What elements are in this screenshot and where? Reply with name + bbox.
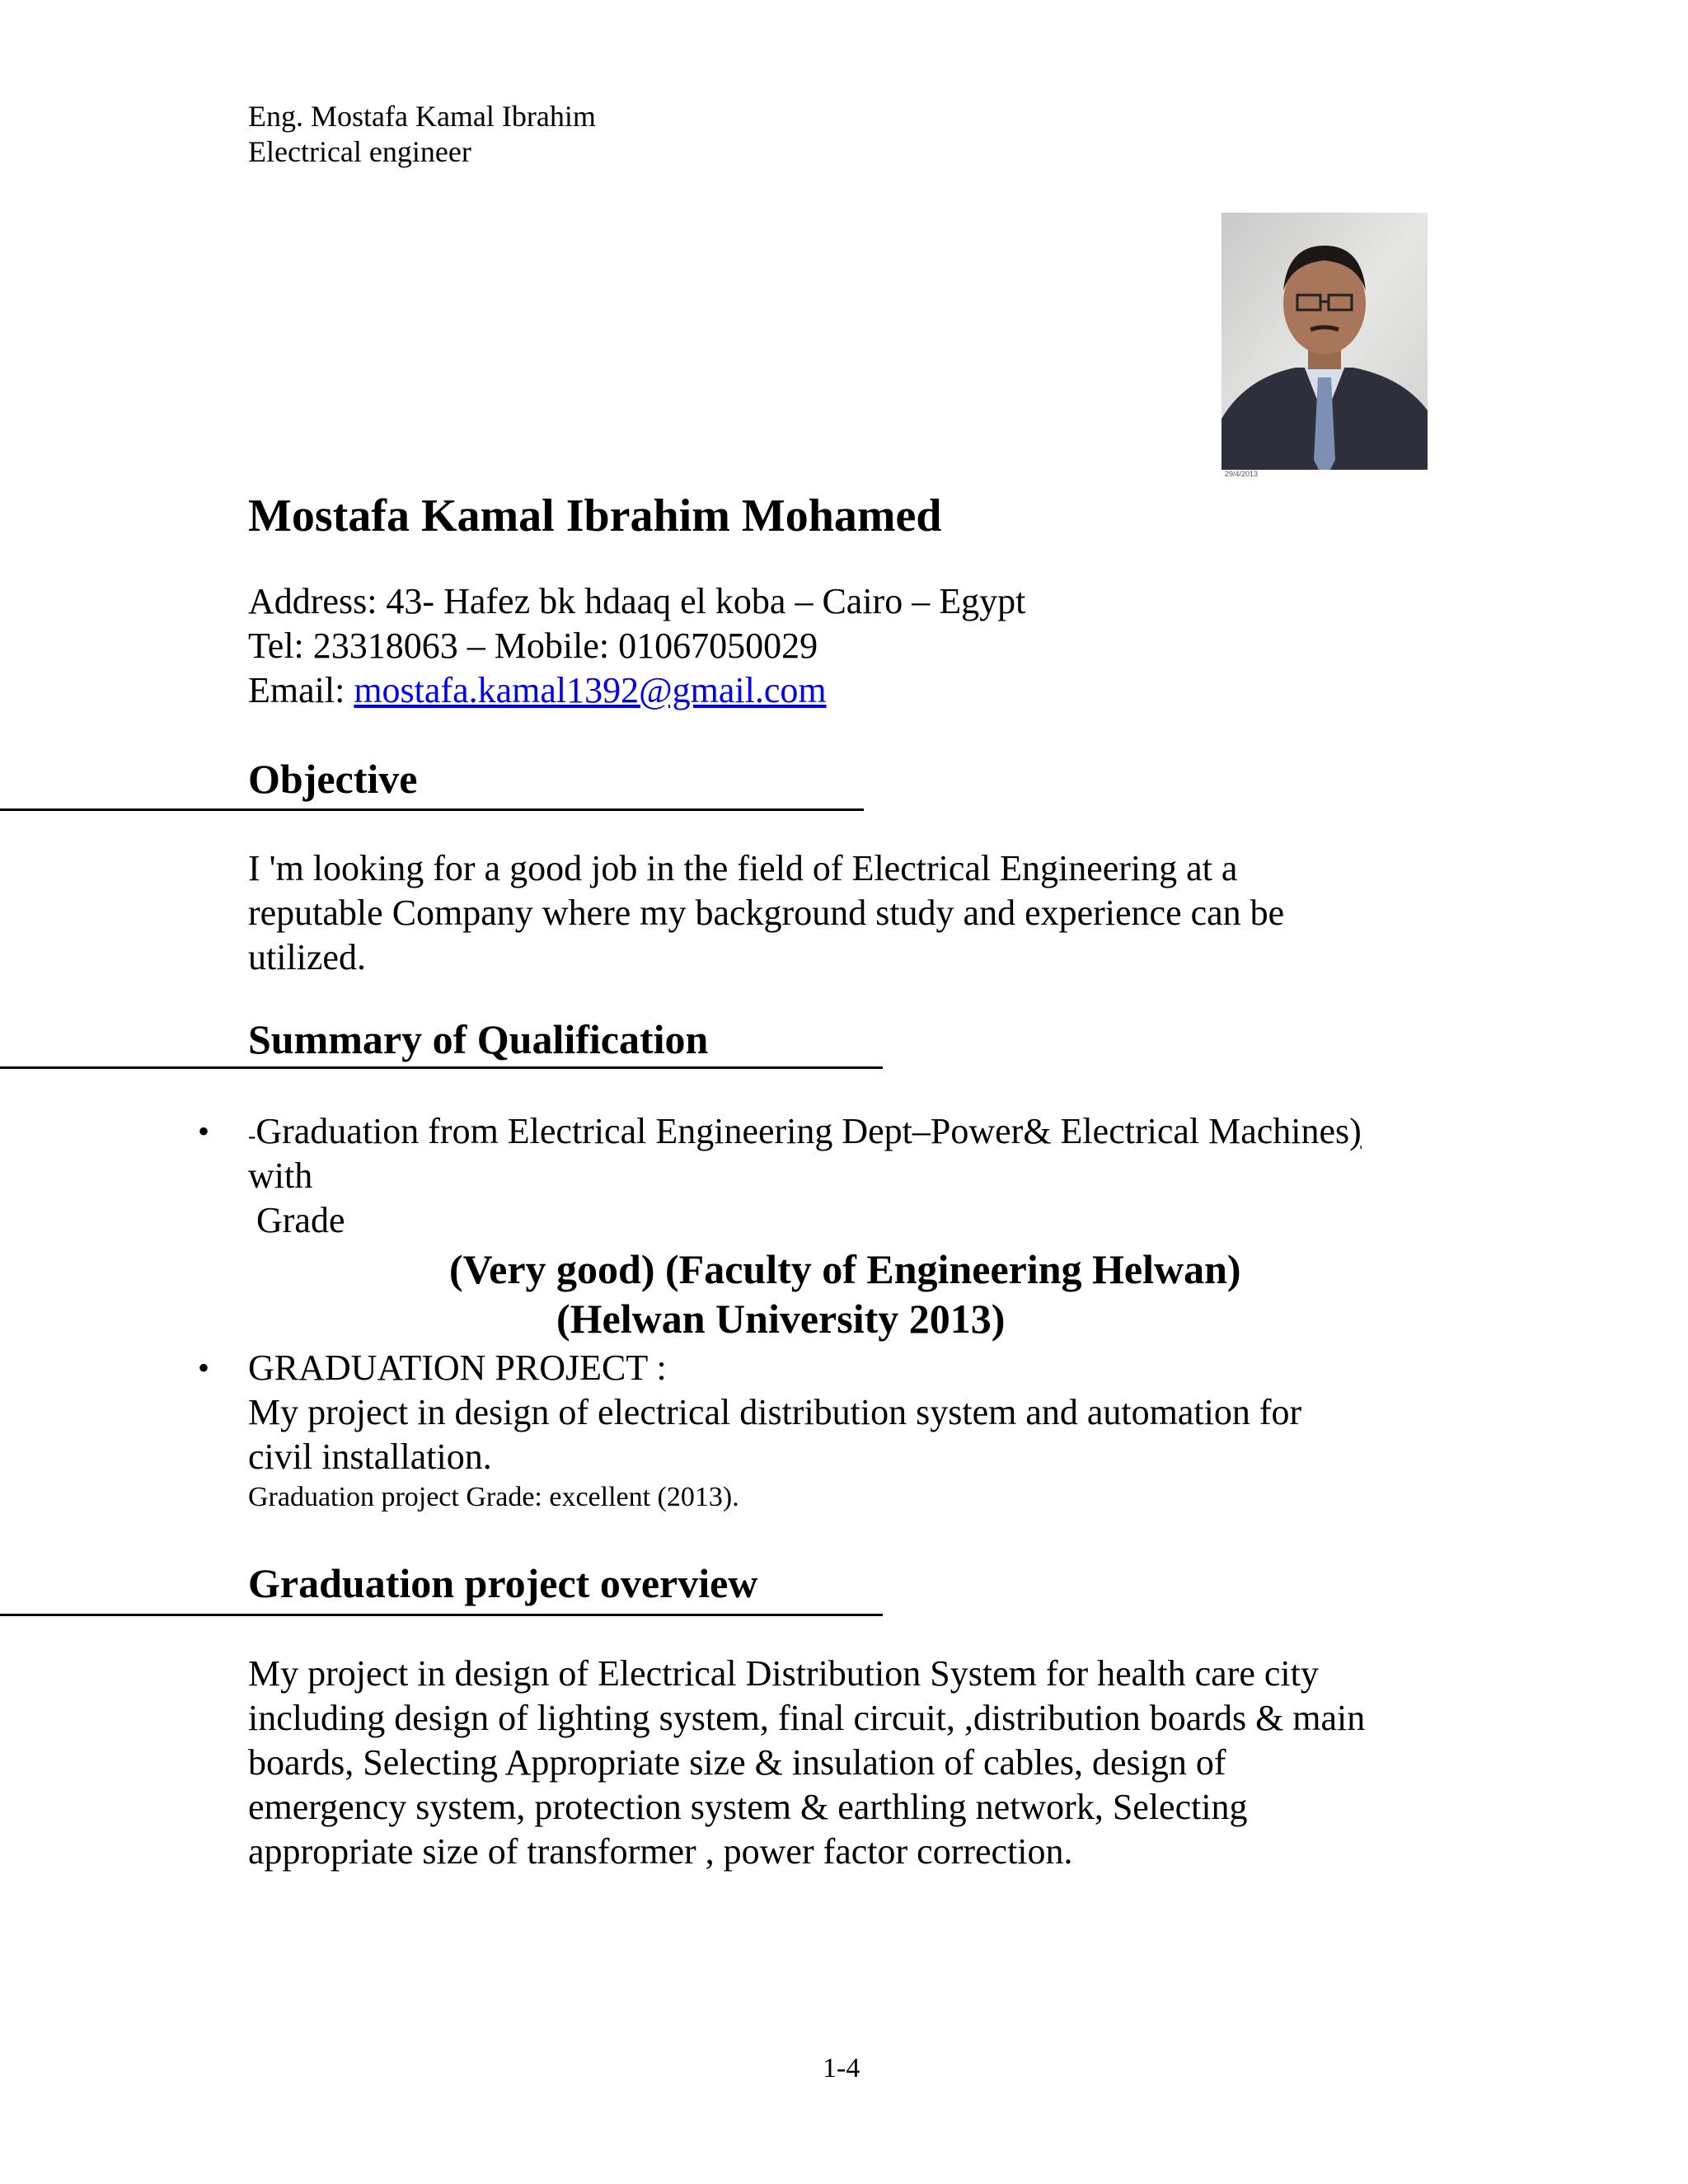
overview-line-4: emergency system, protection system & earthling network, Selecting <box>248 1787 1248 1827</box>
phone-line: Tel: 23318063 – Mobile: 01067050029 <box>248 626 818 666</box>
objective-heading: Objective <box>248 756 418 802</box>
qualification-graduation-text: Graduation from Electrical Engineering Dept–Power& Electrical Machines <box>256 1111 1350 1151</box>
qualification-grade-label: Grade <box>256 1200 345 1240</box>
header-name: Eng. Mostafa Kamal Ibrahim <box>248 100 596 133</box>
objective-line-3: utilized. <box>248 937 366 977</box>
candidate-name: Mostafa Kamal Ibrahim Mohamed <box>248 490 942 541</box>
overview-divider <box>0 1614 883 1616</box>
email-line <box>248 668 827 713</box>
overview-line-1: My project in design of Electrical Distribution System for health care city <box>248 1653 1319 1694</box>
objective-divider <box>0 808 864 811</box>
profile-photo <box>1221 213 1428 481</box>
profile-photo-image <box>1221 213 1428 481</box>
qualification-university: (Helwan University 2013) <box>556 1296 1006 1342</box>
qualification-dash: - <box>248 1123 256 1149</box>
qualification-with: with <box>248 1155 313 1196</box>
page-number: 1-4 <box>823 2053 860 2083</box>
address-line: Address: 43- Hafez bk hdaaq el koba – Cairo – Egypt <box>248 581 1026 621</box>
bullet-2: • <box>198 1349 210 1386</box>
overview-line-3: boards, Selecting Appropriate size & insulation of cables, design of <box>248 1742 1226 1783</box>
header-title: Electrical engineer <box>248 135 471 168</box>
email-label: Email: <box>248 670 354 710</box>
project-line-2: civil installation. <box>248 1436 492 1477</box>
overview-line-2: including design of lighting system, final circuit, ,distribution boards & main <box>248 1698 1366 1738</box>
project-line-1: My project in design of electrical distribution system and automation for <box>248 1392 1302 1432</box>
bullet-1: • <box>198 1113 210 1150</box>
qualification-divider <box>0 1066 883 1069</box>
qualification-paren: ) <box>1349 1111 1362 1151</box>
photo-date-stamp: 29/4/2013 <box>1225 470 1259 478</box>
overview-heading: Graduation project overview <box>248 1560 758 1606</box>
qualification-grade-value: (Very good) (Faculty of Engineering Helwan) <box>449 1246 1241 1292</box>
objective-line-2: reputable Company where my background study and experience can be <box>248 893 1285 933</box>
objective-line-1: I 'm looking for a good job in the field of Electrical Engineering at a <box>248 848 1238 888</box>
project-grade: Graduation project Grade: excellent (2013). <box>248 1482 739 1512</box>
qualification-heading: Summary of Qualification <box>248 1016 709 1062</box>
overview-line-5: appropriate size of transformer , power factor correction. <box>248 1831 1073 1872</box>
project-title: GRADUATION PROJECT : <box>248 1347 667 1388</box>
qualification-graduation-line <box>248 1109 1362 1159</box>
email-link[interactable]: mostafa.kamal1392@gmail.com <box>354 670 827 710</box>
